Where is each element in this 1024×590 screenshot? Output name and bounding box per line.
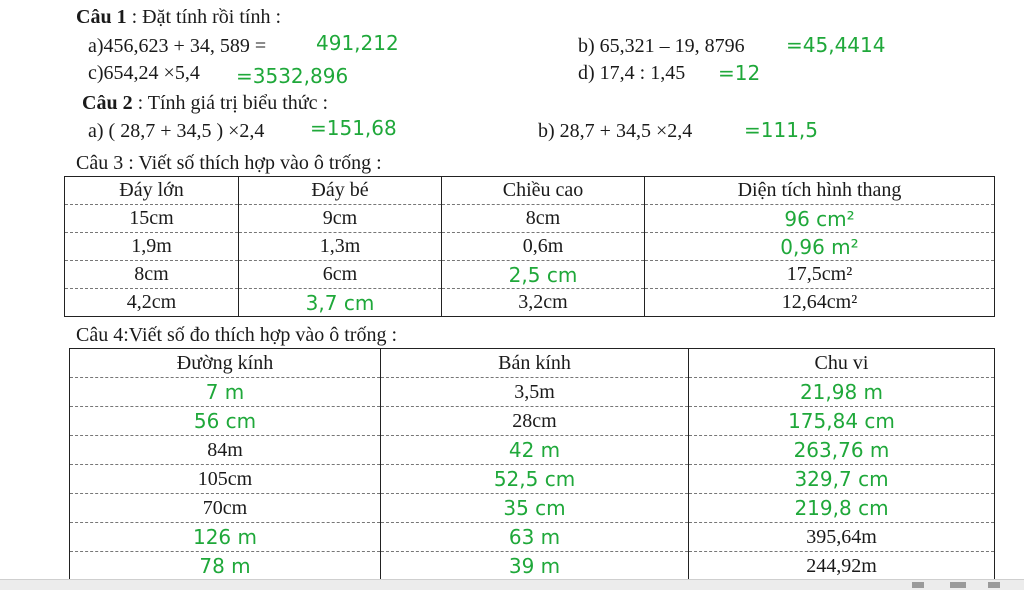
table-cell: 6cm: [239, 261, 442, 289]
answer-cell: 2,5 cm: [442, 261, 645, 289]
table-cell: 3,5m: [381, 378, 689, 407]
view-web-icon[interactable]: [988, 582, 1000, 588]
table-cell: 17,5cm²: [645, 261, 995, 289]
table-cell: 3,2cm: [442, 289, 645, 317]
table-cell: 0,6m: [442, 233, 645, 261]
table-row: [70, 494, 995, 523]
header-cell: Diện tích hình thang: [645, 177, 995, 205]
trapezoid-table: [64, 176, 995, 317]
answer-cell: 56 cm: [70, 407, 381, 436]
table-cell: 8cm: [442, 205, 645, 233]
answer-cell: 63 m: [381, 523, 689, 552]
view-print-icon[interactable]: [950, 582, 966, 588]
q1b-answer: =45,4414: [786, 33, 886, 57]
table-cell: 70cm: [70, 494, 381, 523]
table-header-row: [65, 177, 995, 205]
table-row: [70, 378, 995, 407]
answer-cell: 96 cm²: [645, 205, 995, 233]
table-row: [70, 523, 995, 552]
header-cell: Đáy lớn: [65, 177, 239, 205]
header-cell: Chu vi: [689, 349, 995, 378]
answer-cell: 329,7 cm: [689, 465, 995, 494]
answer-cell: 21,98 m: [689, 378, 995, 407]
answer-cell: 78 m: [70, 552, 381, 581]
table-cell: 395,64m: [689, 523, 995, 552]
table-row: [70, 465, 995, 494]
q1b-expression: b) 65,321 – 19, 8796: [578, 35, 745, 57]
table-cell: 12,64cm²: [645, 289, 995, 317]
table-cell: 1,9m: [65, 233, 239, 261]
answer-cell: 52,5 cm: [381, 465, 689, 494]
header-cell: Chiều cao: [442, 177, 645, 205]
table-cell: 28cm: [381, 407, 689, 436]
circle-table: [69, 348, 995, 581]
table-row: [65, 289, 995, 317]
q1c-answer: =3532,896: [236, 64, 349, 88]
q3-heading: Câu 3 : Viết số thích hợp vào ô trống :: [76, 152, 382, 174]
header-cell: Đáy bé: [239, 177, 442, 205]
answer-cell: 3,7 cm: [239, 289, 442, 317]
table-row: [65, 205, 995, 233]
answer-cell: 35 cm: [381, 494, 689, 523]
header-cell: Đường kính: [70, 349, 381, 378]
q2a-expression: a) ( 28,7 + 34,5 ) ×2,4: [88, 120, 265, 142]
table-cell: 244,92m: [689, 552, 995, 581]
header-cell: Bán kính: [381, 349, 689, 378]
table-cell: 105cm: [70, 465, 381, 494]
answer-cell: 175,84 cm: [689, 407, 995, 436]
q1d-expression: d) 17,4 : 1,45: [578, 62, 686, 84]
q1a-answer: 491,212: [316, 31, 399, 55]
answer-cell: 0,96 m²: [645, 233, 995, 261]
table-row: [70, 407, 995, 436]
q1-heading-rest: : Đặt tính rồi tính :: [126, 6, 282, 28]
table-cell: 84m: [70, 436, 381, 465]
q2b-answer: =111,5: [744, 118, 819, 142]
answer-cell: 39 m: [381, 552, 689, 581]
table-cell: 8cm: [65, 261, 239, 289]
table-row: [70, 552, 995, 581]
q2-heading-bold: Câu 2: [82, 92, 133, 114]
table-cell: 1,3m: [239, 233, 442, 261]
status-bar: [0, 579, 1024, 590]
table-cell: 4,2cm: [65, 289, 239, 317]
answer-cell: 126 m: [70, 523, 381, 552]
q2-heading-rest: : Tính giá trị biểu thức :: [132, 92, 329, 114]
q1a-expression: a)456,623 + 34, 589 =: [88, 35, 267, 57]
q1-heading-bold: Câu 1: [76, 6, 127, 28]
q1-heading: [76, 6, 281, 28]
answer-cell: 219,8 cm: [689, 494, 995, 523]
table-row: [65, 233, 995, 261]
q1c-expression: c)654,24 ×5,4: [88, 62, 200, 84]
answer-cell: 263,76 m: [689, 436, 995, 465]
table-row: [65, 261, 995, 289]
q4-heading: Câu 4:Viết số đo thích hợp vào ô trống :: [76, 324, 398, 346]
table-cell: 15cm: [65, 205, 239, 233]
q1d-answer: =12: [718, 61, 761, 85]
q2b-expression: b) 28,7 + 34,5 ×2,4: [538, 120, 693, 142]
table-cell: 9cm: [239, 205, 442, 233]
q2-heading: [82, 92, 328, 114]
q2a-answer: =151,68: [310, 116, 397, 140]
answer-cell: 7 m: [70, 378, 381, 407]
table-row: [70, 436, 995, 465]
table-header-row: [70, 349, 995, 378]
answer-cell: 42 m: [381, 436, 689, 465]
view-layout-icon[interactable]: [912, 582, 924, 588]
